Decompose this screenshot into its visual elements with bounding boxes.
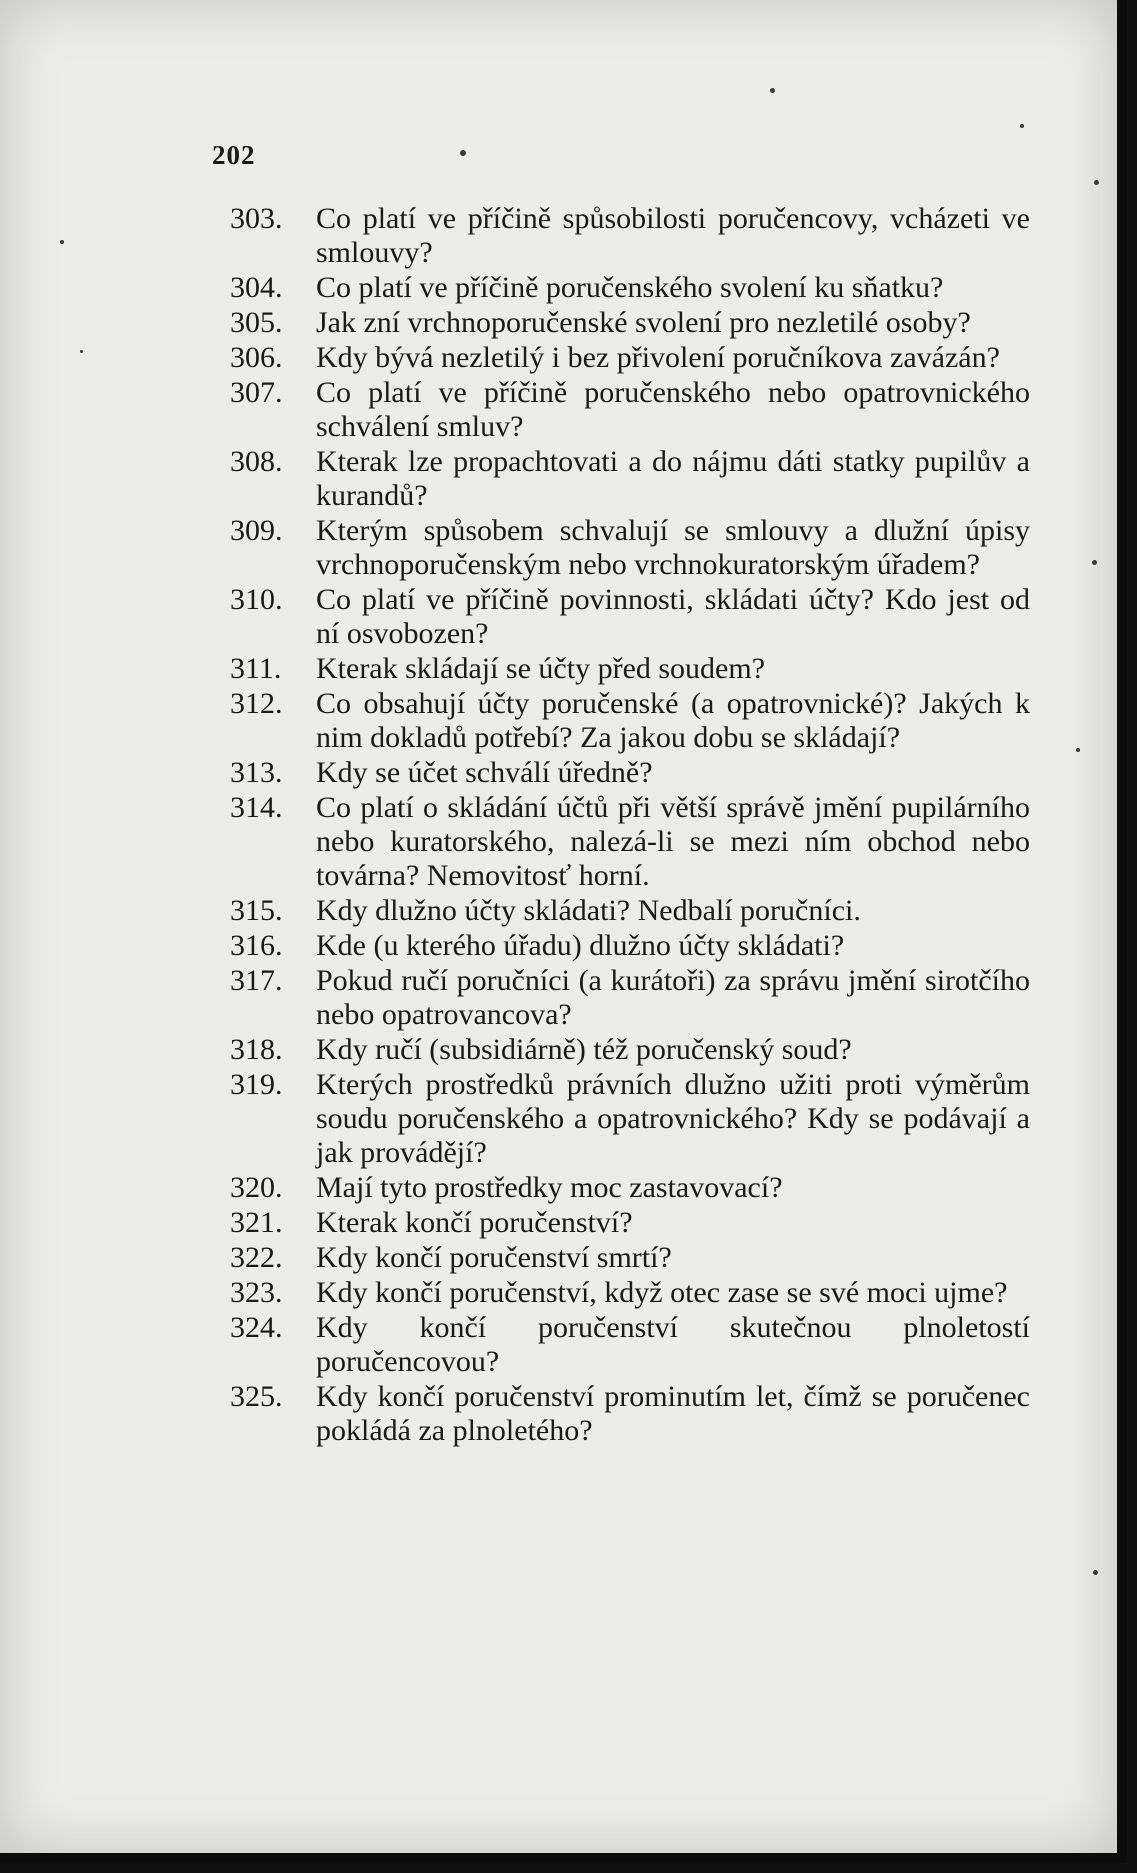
question-item <box>230 1206 1030 1240</box>
question-text: Kterak lze propachtovati a do nájmu dáti statky pupilův a kurandů? <box>316 445 1030 512</box>
page-number: 202 <box>212 140 256 170</box>
question-item <box>230 306 1030 340</box>
question-item <box>230 964 1030 1032</box>
question-number: 324. <box>230 1311 283 1344</box>
paper-speck <box>1092 560 1097 565</box>
question-text: Kterým spůsobem schvalují se smlouvy a dlužní úpisy vrchnoporučenským nebo vrchnokuratorským úřadem? <box>316 514 1030 581</box>
paper-speck <box>1093 1570 1098 1575</box>
question-text: Co platí ve příčině povinnosti, skládati účty? Kdo jest od ní osvobozen? <box>316 583 1030 650</box>
question-number: 323. <box>230 1276 283 1309</box>
question-number: 314. <box>230 791 283 824</box>
question-text: Kterých prostředků právních dlužno užiti proti výměrům soudu poručenského a opatrovnického? Kdy se podávají a jak provádějí? <box>316 1068 1030 1169</box>
question-number: 310. <box>230 583 283 616</box>
question-item <box>230 1171 1030 1205</box>
question-text: Co obsahují účty poručenské (a opatrovnické)? Jakých k nim dokladů potřebí? Za jakou dobu se skládají? <box>316 687 1030 754</box>
question-item <box>230 652 1030 686</box>
question-item <box>230 1311 1030 1379</box>
question-number: 306. <box>230 341 283 374</box>
paper-speck <box>460 150 466 156</box>
question-item <box>230 583 1030 651</box>
question-text: Kde (u kterého úřadu) dlužno účty skládati? <box>316 929 845 962</box>
question-item <box>230 341 1030 375</box>
paper-speck <box>1094 180 1099 185</box>
question-item <box>230 791 1030 893</box>
question-text: Kdy končí poručenství skutečnou plnoletostí poručencovou? <box>316 1311 1030 1378</box>
paper-speck <box>1076 748 1080 752</box>
question-text: Co platí o skládání účtů při větší správě jmění pupilárního nebo kuratorského, nalezá-li se mezi ním obchod nebo továrna? Nemovitosť horní. <box>316 791 1030 892</box>
question-item <box>230 376 1030 444</box>
question-text: Co platí ve příčině poručenského nebo opatrovnického schválení smluv? <box>316 376 1030 443</box>
question-number: 316. <box>230 929 283 962</box>
question-list <box>230 202 1030 1449</box>
question-item <box>230 271 1030 305</box>
question-number: 319. <box>230 1068 283 1101</box>
paper-speck <box>770 88 775 93</box>
question-text: Kdy ručí (subsidiárně) též poručenský soud? <box>316 1033 852 1066</box>
question-text: Kdy končí poručenství, když otec zase se své moci ujme? <box>316 1276 1008 1309</box>
question-number: 322. <box>230 1241 283 1274</box>
question-number: 305. <box>230 306 283 339</box>
question-item <box>230 687 1030 755</box>
question-number: 315. <box>230 894 283 927</box>
question-item <box>230 1033 1030 1067</box>
question-number: 308. <box>230 445 283 478</box>
question-text: Kdy dlužno účty skládati? Nedbalí poručníci. <box>316 894 861 927</box>
question-text: Co platí ve příčině spůsobilosti poručencovy, vcházeti ve smlouvy? <box>316 202 1030 269</box>
question-text: Kdy se účet schválí úředně? <box>316 756 653 789</box>
question-item <box>230 1380 1030 1448</box>
question-text: Kterak končí poručenství? <box>316 1206 633 1239</box>
question-item <box>230 1068 1030 1170</box>
question-number: 307. <box>230 376 283 409</box>
paper-speck <box>60 240 64 244</box>
question-number: 311. <box>230 652 282 685</box>
question-number: 320. <box>230 1171 283 1204</box>
question-item <box>230 756 1030 790</box>
paper-speck <box>80 350 83 353</box>
question-text: Kdy končí poručenství prominutím let, čímž se poručenec pokládá za plnoletého? <box>316 1380 1030 1447</box>
question-text: Kterak skládají se účty před soudem? <box>316 652 766 685</box>
question-text: Pokud ručí poručníci (a kurátoři) za správu jmění sirotčího nebo opatrovancova? <box>316 964 1030 1031</box>
question-text: Kdy končí poručenství smrtí? <box>316 1241 672 1274</box>
question-text: Mají tyto prostředky moc zastavovací? <box>316 1171 783 1204</box>
question-number: 312. <box>230 687 283 720</box>
question-number: 321. <box>230 1206 283 1239</box>
question-item <box>230 929 1030 963</box>
question-number: 317. <box>230 964 283 997</box>
question-text: Jak zní vrchnoporučenské svolení pro nezletilé osoby? <box>316 306 971 339</box>
question-number: 303. <box>230 202 283 235</box>
question-text: Kdy bývá nezletilý i bez přivolení poručníkova zavázán? <box>316 341 1000 374</box>
question-number: 304. <box>230 271 283 304</box>
question-item <box>230 1241 1030 1275</box>
question-item <box>230 1276 1030 1310</box>
paper-speck <box>1020 124 1024 128</box>
question-item <box>230 894 1030 928</box>
question-number: 309. <box>230 514 283 547</box>
question-item <box>230 514 1030 582</box>
question-number: 313. <box>230 756 283 789</box>
question-number: 318. <box>230 1033 283 1066</box>
question-item <box>230 202 1030 270</box>
question-number: 325. <box>230 1380 283 1413</box>
question-text: Co platí ve příčině poručenského svolení ku sňatku? <box>316 271 944 304</box>
question-item <box>230 445 1030 513</box>
